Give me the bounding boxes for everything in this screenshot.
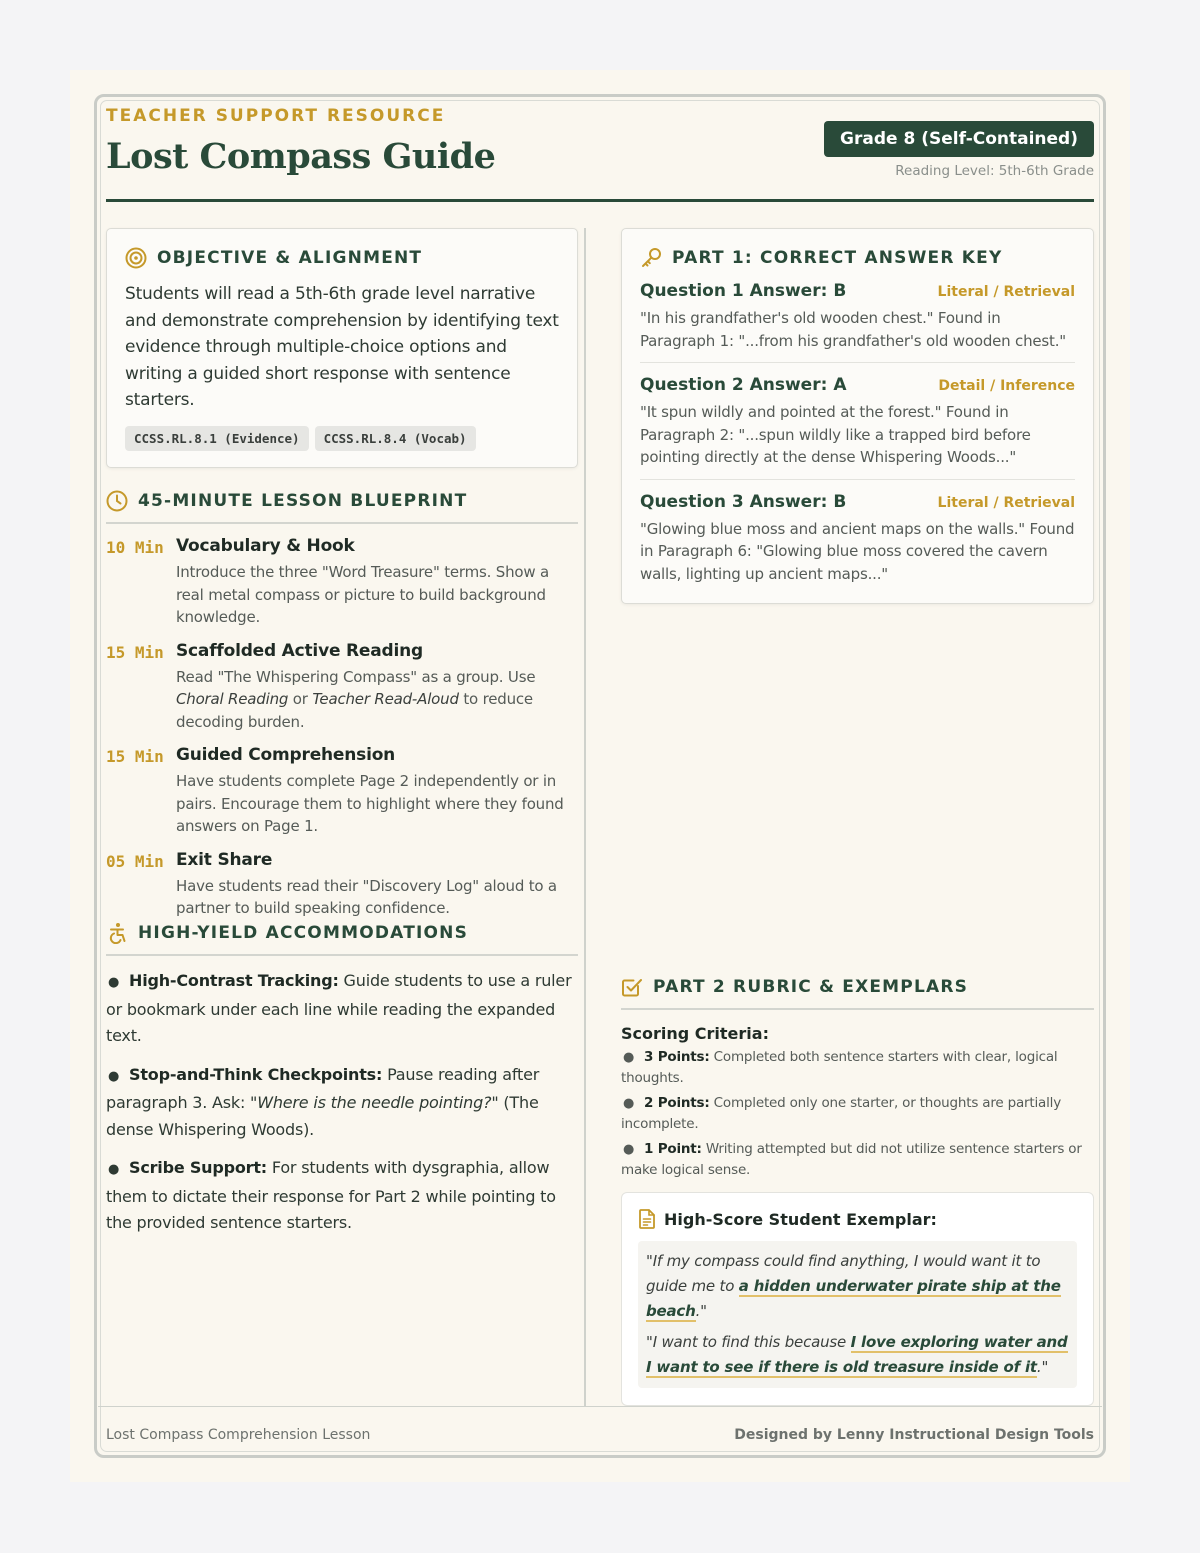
objective-card — [106, 228, 578, 468]
footer-title: Lost Compass Comprehension Lesson — [106, 1427, 371, 1443]
exemplar-line: "If my compass could find anything, I would want it to guide me to a hidden underwater pirate ship at the beach." — [646, 1252, 1061, 1320]
step-title: Vocabulary & Hook — [176, 536, 355, 556]
rubric-heading — [621, 976, 1094, 1010]
objective-heading-text: OBJECTIVE & ALIGNMENT — [157, 248, 423, 268]
accommodation-item: ● Scribe Support: For students with dysgraphia, allow them to dictate their response for Part 2 while pointing to the provided sentence starters. — [106, 1158, 556, 1232]
question-type-tag: Detail / Inference — [938, 378, 1075, 394]
clock-icon — [106, 490, 128, 512]
step-description: Have students read their "Discovery Log" aloud to a partner to build speaking confidence. — [176, 876, 557, 917]
target-icon — [125, 247, 147, 269]
blueprint-step — [106, 745, 578, 838]
step-time: 05 Min — [106, 851, 164, 871]
rubric-section — [621, 976, 1094, 1181]
step-time: 15 Min — [106, 642, 164, 662]
step-description: Read "The Whispering Compass" as a group. Use Choral Reading or Teacher Read-Aloud to reduce decoding burden. — [176, 667, 536, 731]
criteria-item: ● 1 Point: Writing attempted but did not utilize sentence starters or make logical sense. — [621, 1141, 1082, 1178]
standard-tag: CCSS.RL.8.1 (Evidence) — [125, 426, 309, 451]
answer-evidence: "Glowing blue moss and ancient maps on the walls." Found in Paragraph 6: "Glowing blue moss covered the cavern walls, lighting up ancient maps..." — [640, 519, 1075, 583]
answer-item — [640, 363, 1075, 480]
blueprint-step — [106, 536, 578, 629]
criteria-item: ● 3 Points: Completed both sentence starters with clear, logical thoughts. — [621, 1049, 1058, 1086]
accommodation-item: ● Stop-and-Think Checkpoints: Pause reading after paragraph 3. Ask: "Where is the needle pointing?" (The dense Whispering Woods). — [106, 1064, 540, 1139]
step-description: Introduce the three "Word Treasure" terms. Show a real metal compass or picture to build background knowledge. — [176, 563, 550, 626]
question-type-tag: Literal / Retrieval — [937, 284, 1075, 300]
lesson-blueprint — [106, 490, 578, 920]
objective-heading — [125, 247, 559, 269]
exemplar-heading-text: High-Score Student Exemplar: — [664, 1209, 937, 1229]
answer-title: Question 3 Answer: B — [640, 491, 847, 512]
blueprint-step — [106, 641, 578, 734]
accommodations-heading-text: HIGH-YIELD ACCOMMODATIONS — [138, 923, 469, 943]
checkbox-icon — [621, 976, 643, 998]
criteria-heading: Scoring Criteria: — [621, 1024, 769, 1043]
answer-key-heading-text: PART 1: CORRECT ANSWER KEY — [672, 248, 1003, 268]
rubric-heading-text: PART 2 RUBRIC & EXEMPLARS — [653, 977, 969, 997]
answer-item — [640, 269, 1075, 363]
footer-credit: Designed by Lenny Instructional Design Tools — [734, 1427, 1094, 1443]
exemplar-card — [621, 1192, 1094, 1406]
step-time: 10 Min — [106, 538, 164, 557]
blueprint-step — [106, 850, 578, 920]
key-icon — [640, 247, 662, 269]
exemplar-body — [638, 1241, 1077, 1388]
accommodation-item: ● High-Contrast Tracking: Guide students to use a ruler or bookmark under each line while reading the expanded text. — [106, 971, 572, 1045]
answer-title: Question 1 Answer: B — [640, 281, 847, 301]
answer-title: Question 2 Answer: A — [640, 375, 847, 395]
answer-evidence: "In his grandfather's old wooden chest." Found in Paragraph 1: "...from his grandfather's old wooden chest." — [640, 309, 1067, 350]
answer-key-card — [621, 228, 1094, 604]
question-type-tag: Literal / Retrieval — [937, 494, 1075, 511]
exemplar-heading — [638, 1209, 1077, 1229]
page — [70, 70, 1130, 1482]
header — [106, 106, 1094, 206]
step-title: Exit Share — [176, 849, 273, 870]
step-description: Have students complete Page 2 independently or in pairs. Encourage them to highlight where they found answers on Page 1. — [176, 772, 564, 835]
step-time: 15 Min — [106, 747, 164, 766]
answer-key-heading — [640, 247, 1075, 269]
accommodations — [106, 922, 578, 1237]
grade-badge: Grade 8 (Self-Contained) — [824, 121, 1094, 157]
document-icon — [638, 1209, 656, 1229]
standard-tag: CCSS.RL.8.4 (Vocab) — [315, 426, 476, 451]
answer-evidence: "It spun wildly and pointed at the forest." Found in Paragraph 2: "...spun wildly like a trapped bird before pointing directly at the dense Whispering Woods..." — [640, 403, 1031, 466]
criteria-item: ● 2 Points: Completed only one starter, or thoughts are partially incomplete. — [621, 1095, 1061, 1132]
blueprint-heading — [106, 490, 578, 524]
accessibility-icon — [106, 922, 128, 944]
answer-item — [640, 480, 1075, 596]
standards-tags — [125, 426, 559, 451]
accommodations-heading — [106, 922, 578, 956]
step-title: Guided Comprehension — [176, 745, 396, 765]
column-divider — [584, 228, 586, 1406]
eyebrow-label: TEACHER SUPPORT RESOURCE — [106, 106, 446, 126]
objective-text: Students will read a 5th-6th grade level narrative and demonstrate comprehension by identifying text evidence through multiple-choice options and writing a guided short response with sentence starters. — [125, 284, 559, 410]
header-divider — [106, 199, 1094, 202]
page-title: Lost Compass Guide — [106, 136, 496, 177]
exemplar-line: "I want to find this because I love exploring water and I want to see if there is old treasure inside of it." — [646, 1333, 1068, 1376]
step-title: Scaffolded Active Reading — [176, 640, 423, 661]
footer-divider — [98, 1406, 1102, 1407]
blueprint-heading-text: 45-MINUTE LESSON BLUEPRINT — [138, 491, 468, 511]
reading-level: Reading Level: 5th-6th Grade — [895, 163, 1094, 179]
